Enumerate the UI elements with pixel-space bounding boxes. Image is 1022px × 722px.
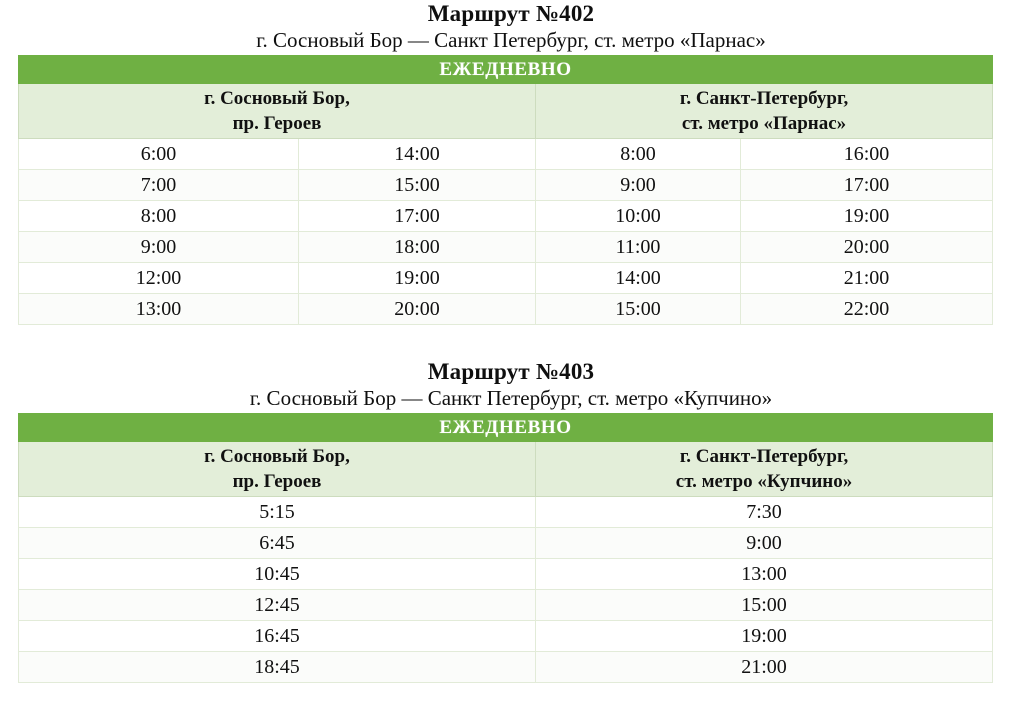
table-row: [19, 294, 993, 325]
origin-header-cell: [19, 84, 536, 139]
departure-time: 6:00: [19, 139, 299, 170]
schedule-table-403: [18, 413, 993, 683]
return-time: 9:00: [536, 528, 993, 559]
departure-time: 13:00: [19, 294, 299, 325]
section-spacer: [0, 325, 1022, 358]
destination-header-row: [19, 442, 993, 497]
departure-time: 15:00: [299, 170, 536, 201]
daily-band-row: [19, 414, 993, 442]
table-row: [19, 232, 993, 263]
destination-header-line-1: г. Санкт-Петербург,: [679, 88, 849, 109]
departure-time: 12:45: [19, 590, 536, 621]
return-time: 11:00: [536, 232, 741, 263]
return-time: 7:30: [536, 497, 993, 528]
daily-band-label: ЕЖЕДНЕВНО: [19, 414, 993, 442]
table-row: [19, 559, 993, 590]
return-time: 13:00: [536, 559, 993, 590]
departure-time: 18:00: [299, 232, 536, 263]
return-time: 17:00: [741, 170, 993, 201]
destination-header-line-1: г. Санкт-Петербург,: [679, 446, 849, 467]
destination-header-line-2: ст. метро «Парнас»: [681, 113, 847, 134]
origin-header-line-1: г. Сосновый Бор,: [204, 446, 350, 467]
return-time: 22:00: [741, 294, 993, 325]
departure-time: 8:00: [19, 201, 299, 232]
return-time: 20:00: [741, 232, 993, 263]
departure-time: 16:45: [19, 621, 536, 652]
return-time: 15:00: [536, 590, 993, 621]
schedule-table-402: [18, 55, 993, 325]
table-row: [19, 170, 993, 201]
departure-time: 12:00: [19, 263, 299, 294]
departure-time: 7:00: [19, 170, 299, 201]
departure-time: 14:00: [299, 139, 536, 170]
return-time: 21:00: [536, 652, 993, 683]
route-block-402: [0, 0, 1022, 325]
return-time: 8:00: [536, 139, 741, 170]
page-title: Маршрут №402: [427, 1, 595, 26]
table-row: [19, 528, 993, 559]
daily-band-row: [19, 56, 993, 84]
page-title-secondary: Маршрут №403: [427, 359, 595, 384]
departure-time: 6:45: [19, 528, 536, 559]
departure-time: 10:45: [19, 559, 536, 590]
departure-time: 19:00: [299, 263, 536, 294]
departure-time: 9:00: [19, 232, 299, 263]
return-time: 10:00: [536, 201, 741, 232]
destination-header-cell: [536, 84, 993, 139]
departure-time: 20:00: [299, 294, 536, 325]
return-time: 21:00: [741, 263, 993, 294]
table-row: [19, 590, 993, 621]
table-row: [19, 201, 993, 232]
origin-header-line-2: пр. Героев: [232, 471, 322, 492]
departure-time: 18:45: [19, 652, 536, 683]
origin-header-line-1: г. Сосновый Бор,: [204, 88, 350, 109]
table-row: [19, 263, 993, 294]
table-row: [19, 497, 993, 528]
route-block-403: [0, 358, 1022, 683]
origin-header-cell: [19, 442, 536, 497]
daily-band-label: ЕЖЕДНЕВНО: [19, 56, 993, 84]
destination-header-row: [19, 84, 993, 139]
destination-header-line-2: ст. метро «Купчино»: [675, 471, 853, 492]
route-subtitle-secondary: г. Сосновый Бор — Санкт Петербург, ст. метро «Купчино»: [249, 386, 773, 410]
table-row: [19, 139, 993, 170]
return-time: 9:00: [536, 170, 741, 201]
destination-header-cell: [536, 442, 993, 497]
return-time: 15:00: [536, 294, 741, 325]
table-row: [19, 621, 993, 652]
departure-time: 5:15: [19, 497, 536, 528]
table-row: [19, 652, 993, 683]
return-time: 16:00: [741, 139, 993, 170]
route-subtitle: г. Сосновый Бор — Санкт Петербург, ст. метро «Парнас»: [256, 28, 766, 52]
origin-header-line-2: пр. Героев: [232, 113, 322, 134]
departure-time: 17:00: [299, 201, 536, 232]
return-time: 19:00: [741, 201, 993, 232]
return-time: 14:00: [536, 263, 741, 294]
return-time: 19:00: [536, 621, 993, 652]
